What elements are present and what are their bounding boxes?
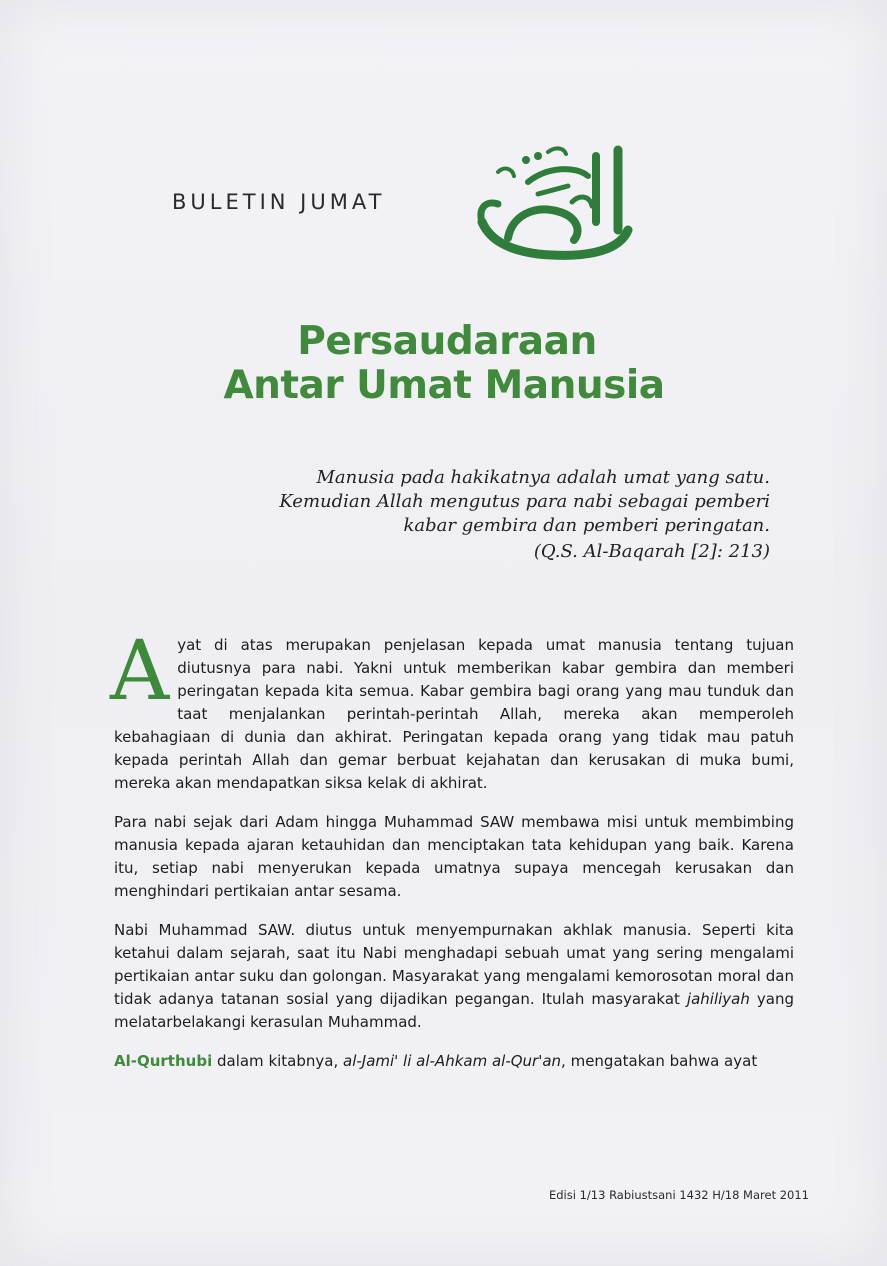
paragraph-3-text-a: Nabi Muhammad SAW. diutus untuk menyempurnakan akhlak manusia. Seperti kita ketahui dalam sejarah, saat itu Nabi menghadapi sebuah umat yang sering mengalami pertikaian antar suku dan golongan. Masyarakat yang mengalami kemorosotan moral dan tidak adanya tatanan sosial yang dijadikan pegangan. Itulah masyarakat xyxy=(114,921,794,1008)
book-title: al-Jami' li al-Ahkam al-Qur'an xyxy=(343,1052,562,1070)
paragraph-4-text-a: dalam kitabnya, xyxy=(212,1052,343,1070)
paragraph-1-text: yat di atas merupakan penjelasan kepada umat manusia tentang tujuan diutusnya para nabi. Yakni untuk memberikan kabar gembira dan memberi peringatan kepada kita semua. Kabar gembira bagi orang yang mau tunduk dan taat menjalankan perintah-perintah Allah, mereka akan memperoleh kebahagiaan di dunia dan akhirat. Peringatan kepada orang yang tidak mau patuh kepada perintah Allah dan gemar berbuat kejahatan dan kerusakan di muka bumi, mereka akan mendapatkan siksa kelak di akhirat. xyxy=(114,636,794,792)
epigraph-line-3: kabar gembira dan pemberi peringatan. xyxy=(403,515,770,536)
title-line-1: Persaudaraan xyxy=(297,319,597,364)
al-hikmah-calligraphy-logo xyxy=(468,142,648,264)
epigraph-line-1: Manusia pada hakikatnya adalah umat yang satu. xyxy=(316,467,770,488)
paragraph-3-text-b: yang melatarbelakangi kerasulan Muhammad. xyxy=(114,990,794,1031)
paragraph-2: Para nabi sejak dari Adam hingga Muhammad SAW membawa misi untuk membimbing manusia kepada ajaran ketauhidan dan menciptakan tata kehidupan yang baik. Karena itu, setiap nabi menyerukan kepada umatnya supaya mencegah kerusakan dan menghindari pertikaian antar sesama. xyxy=(114,813,794,900)
paragraph-4-text-b: , mengatakan bahwa ayat xyxy=(561,1052,758,1070)
title-line-2: Antar Umat Manusia xyxy=(223,363,665,408)
paragraph-1 xyxy=(110,624,794,795)
article-body xyxy=(110,624,794,1089)
author-name: Al-Qurthubi xyxy=(114,1052,213,1070)
edition-footer: Edisi 1/13 Rabiustsani 1432 H/18 Maret 2011 xyxy=(548,1188,809,1202)
bulletin-label: BULETIN JUMAT xyxy=(172,190,386,214)
paragraph-3-italic: jahiliyah xyxy=(686,990,750,1008)
epigraph-reference: (Q.S. Al-Baqarah [2]: 213) xyxy=(533,541,770,562)
epigraph xyxy=(279,466,770,564)
epigraph-line-2: Kemudian Allah mengutus para nabi sebagai pemberi xyxy=(279,491,770,512)
paragraph-4 xyxy=(114,1050,794,1073)
paragraph-3 xyxy=(114,919,794,1034)
drop-cap: A xyxy=(110,624,170,719)
